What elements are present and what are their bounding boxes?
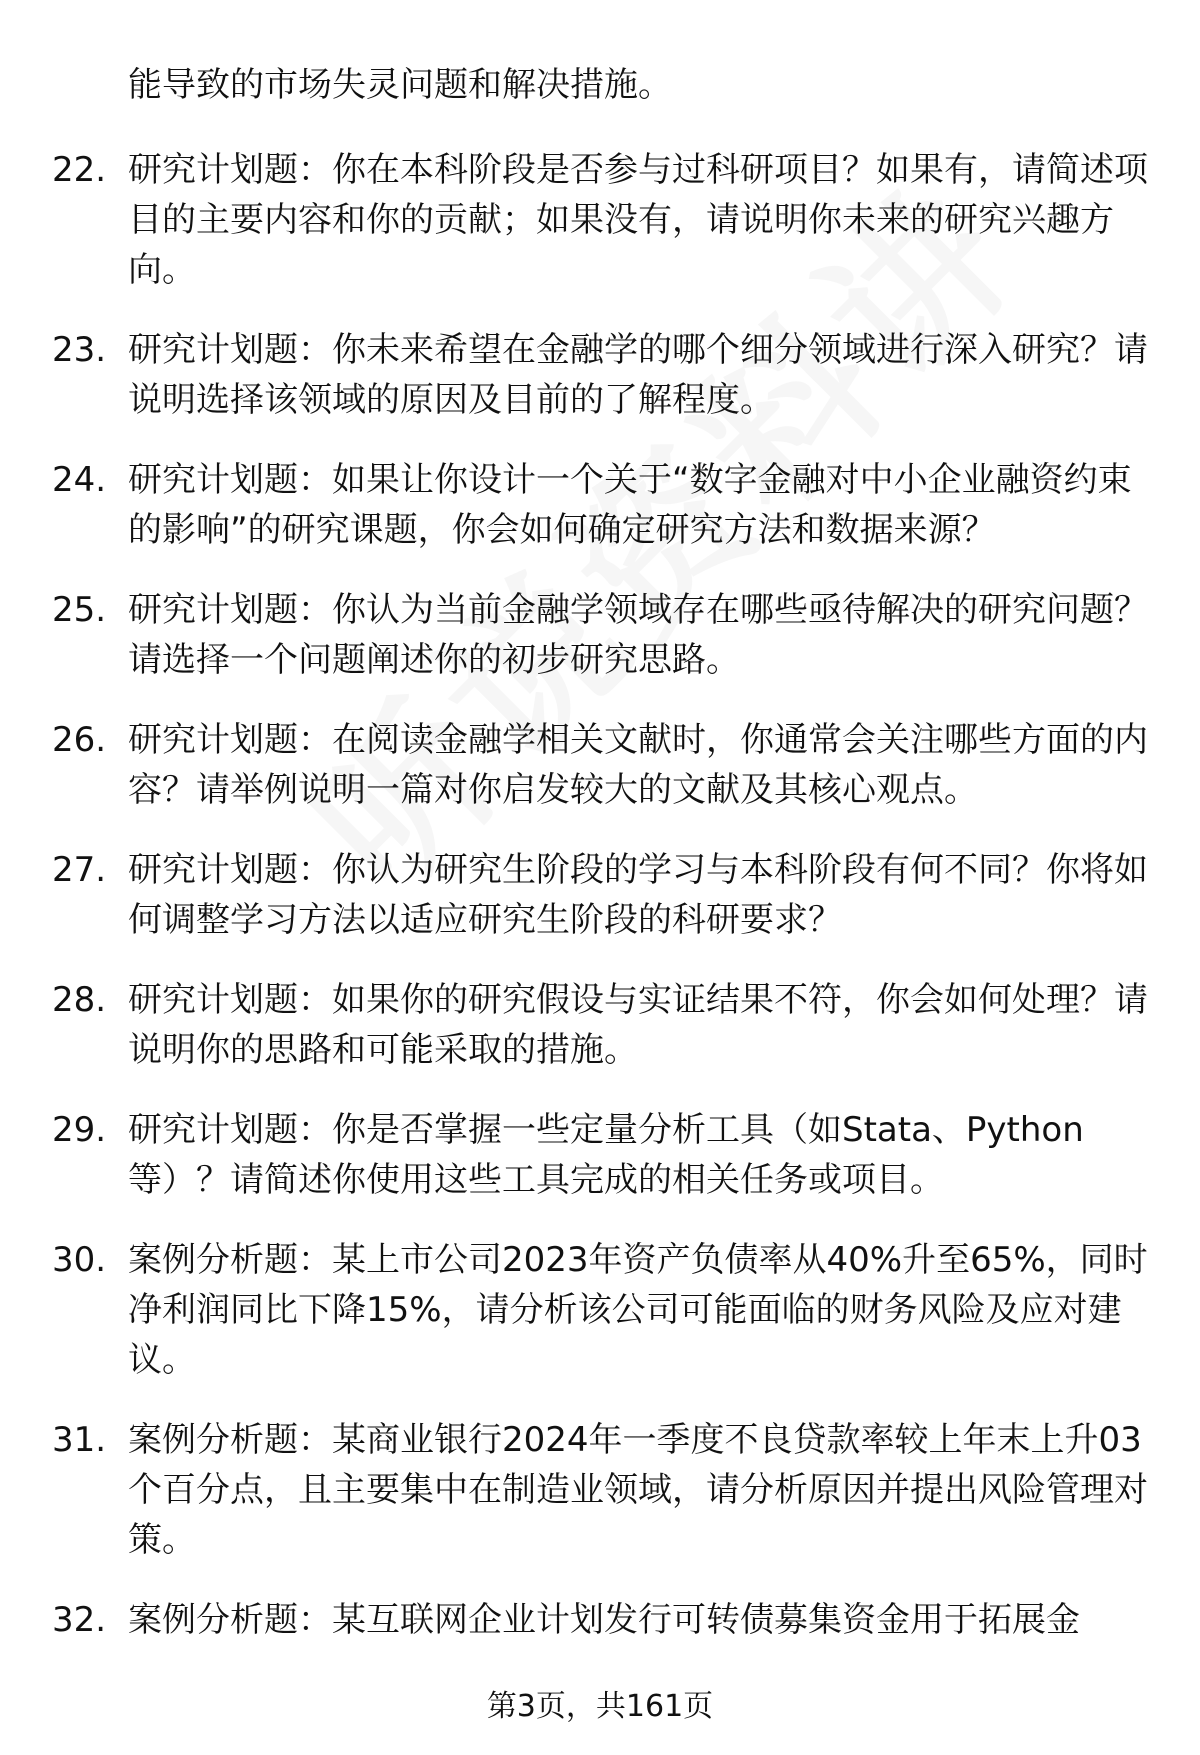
question-number: 26. xyxy=(52,720,107,760)
question-text: 案例分析题：某上市公司2023年资产负债率从40%升至65%，同时净利润同比下降15%，请分析该公司可能面临的财务风险及应对建议。 xyxy=(128,1240,1148,1380)
question-number: 24. xyxy=(52,460,107,500)
question-text: 研究计划题：你认为研究生阶段的学习与本科阶段有何不同？你将如何调整学习方法以适应研究生阶段的科研要求？ xyxy=(128,850,1148,940)
question-item xyxy=(52,975,1162,1075)
question-text: 研究计划题：你未来希望在金融学的哪个细分领域进行深入研究？请说明选择该领域的原因及目前的了解程度。 xyxy=(128,330,1148,420)
question-number: 25. xyxy=(52,590,107,630)
question-text: 研究计划题：你认为当前金融学领域存在哪些亟待解决的研究问题？请选择一个问题阐述你的初步研究思路。 xyxy=(128,590,1148,680)
question-item xyxy=(52,1595,1162,1645)
question-text: 研究计划题：如果你的研究假设与实证结果不符，你会如何处理？请说明你的思路和可能采取的措施。 xyxy=(128,980,1148,1070)
question-item xyxy=(52,1105,1162,1205)
question-text: 案例分析题：某商业银行2024年一季度不良贷款率较上年末上升03个百分点，且主要集中在制造业领域，请分析原因并提出风险管理对策。 xyxy=(128,1420,1148,1560)
question-number: 28. xyxy=(52,980,107,1020)
question-number: 22. xyxy=(52,150,107,190)
question-item xyxy=(52,145,1162,295)
question-number: 23. xyxy=(52,330,107,370)
question-number: 30. xyxy=(52,1240,107,1280)
question-item xyxy=(52,585,1162,685)
question-number: 27. xyxy=(52,850,107,890)
question-item xyxy=(52,715,1162,815)
question-item xyxy=(52,1415,1162,1565)
question-item xyxy=(52,325,1162,425)
question-text: 研究计划题：如果让你设计一个关于“数字金融对中小企业融资约束的影响”的研究课题，你会如何确定研究方法和数据来源？ xyxy=(128,460,1132,550)
question-text: 研究计划题：在阅读金融学相关文献时，你通常会关注哪些方面的内容？请举例说明一篇对你启发较大的文献及其核心观点。 xyxy=(128,720,1148,810)
question-number: 32. xyxy=(52,1600,107,1640)
question-text: 研究计划题：你是否掌握一些定量分析工具（如Stata、Python等）？请简述你使用这些工具完成的相关任务或项目。 xyxy=(128,1110,1084,1200)
question-text: 案例分析题：某互联网企业计划发行可转债募集资金用于拓展金 xyxy=(128,1600,1080,1640)
page-footer: 第3页，共161页 xyxy=(486,1689,714,1724)
question-item xyxy=(52,455,1162,555)
question-number: 29. xyxy=(52,1110,107,1150)
question-number: 31. xyxy=(52,1420,107,1460)
question-item xyxy=(52,845,1162,945)
question-text: 研究计划题：你在本科阶段是否参与过科研项目？如果有，请简述项目的主要内容和你的贡献；如果没有，请说明你未来的研究兴趣方向。 xyxy=(128,150,1148,290)
question-item xyxy=(52,1235,1162,1385)
question-list xyxy=(52,145,1162,1675)
continuation-text: 能导致的市场失灵问题和解决措施。 xyxy=(128,65,672,105)
